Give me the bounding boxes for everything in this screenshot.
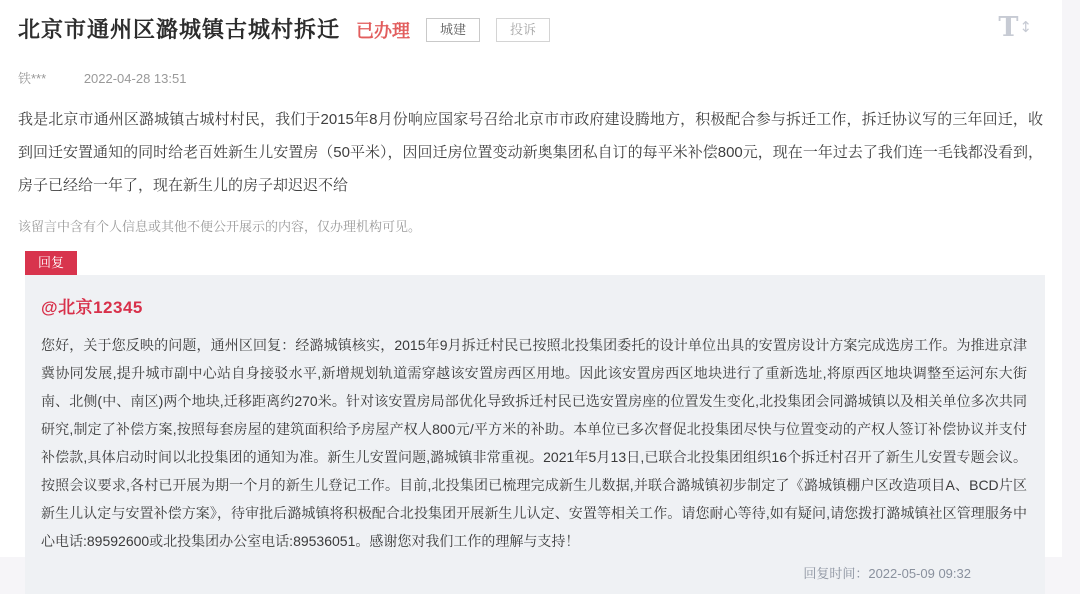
text-size-arrow-icon: ↕ [1019, 18, 1032, 36]
post-content: 我是北京市通州区潞城镇古城村村民，我们于2015年8月份响应国家号召给北京市市政府建设腾地方，积极配合参与拆迁工作，拆迁协议写的三年回迁，收到回迁安置通知的同时给老百姓新生儿安置房（50平米），因回迁房位置变动新奥集团私自订的每平米补偿800元，现在一年过去了我们连一毛钱都没看到，房子已经给一年了，现在新生儿的房子却迟迟不给 [18, 111, 1043, 194]
tag-type[interactable]: 投诉 [496, 18, 550, 42]
reply-time-value: 2022-05-09 09:32 [868, 566, 971, 581]
post-meta [18, 68, 1046, 87]
reply-content: 您好，关于您反映的问题，通州区回复：经潞城镇核实，2015年9月拆迁村民已按照北投集团委托的设计单位出具的安置房设计方案完成选房工作。为推进京津冀协同发展,提升城市副中心站自身接驳水平,新增规划轨道需穿越该安置房西区用地。因此该安置房西区地块进行了重新选址,将原西区地块调整至运河东大街南、北侧(中、南区)两个地块,迁移距离约270米。针对该安置房局部优化导致拆迁村民已选安置房座的位置发生变化,北投集团会同潞城镇以及相关单位多次共同研究,制定了补偿方案,按照每套房屋的建筑面积给予房屋产权人800元/平方米的补助。本单位已多次督促北投集团尽快与位置变动的产权人签订补偿协议并支付补偿款,具体启动时间以北投集团的通知为准。新生儿安置问题,潞城镇非常重视。2021年5月13日,已联合北投集团组织16个拆迁村召开了新生儿安置专题会议。按照会议要求,各村已开展为期一个月的新生儿登记工作。目前,北投集团已梳理完成新生儿数据,并联合潞城镇初步制定了《潞城镇棚户区改造项目A、BCD片区新生儿认定与安置补偿方案》，待审批后潞城镇将积极配合北投集团开展新生儿认定、安置等相关工作。请您耐心等待,如有疑问,请您拨打潞城镇社区管理服务中心电话:89592600或北投集团办公室电话:89536051。感谢您对我们工作的理解与支持！ [41, 337, 1027, 549]
status-badge: 已办理 [356, 21, 411, 41]
responder-name: @北京12345 [41, 298, 143, 317]
reply-time-label: 回复时间： [803, 566, 869, 581]
page-title: 北京市通州区潞城镇古城村拆迁 [18, 17, 341, 42]
reply-tab[interactable]: 回复 [25, 251, 77, 275]
header [18, 12, 1046, 44]
reply-box [25, 275, 1045, 594]
reply-time-row [41, 563, 1027, 582]
text-size-letter: T [998, 12, 1019, 43]
tag-category[interactable]: 城建 [426, 18, 480, 42]
privacy-note: 该留言中含有个人信息或其他不便公开展示的内容，仅办理机构可见。 [18, 219, 422, 234]
post-time: 2022-04-28 13:51 [83, 71, 187, 86]
post-author: 铁*** [18, 71, 47, 86]
text-size-icon[interactable] [998, 12, 1032, 43]
